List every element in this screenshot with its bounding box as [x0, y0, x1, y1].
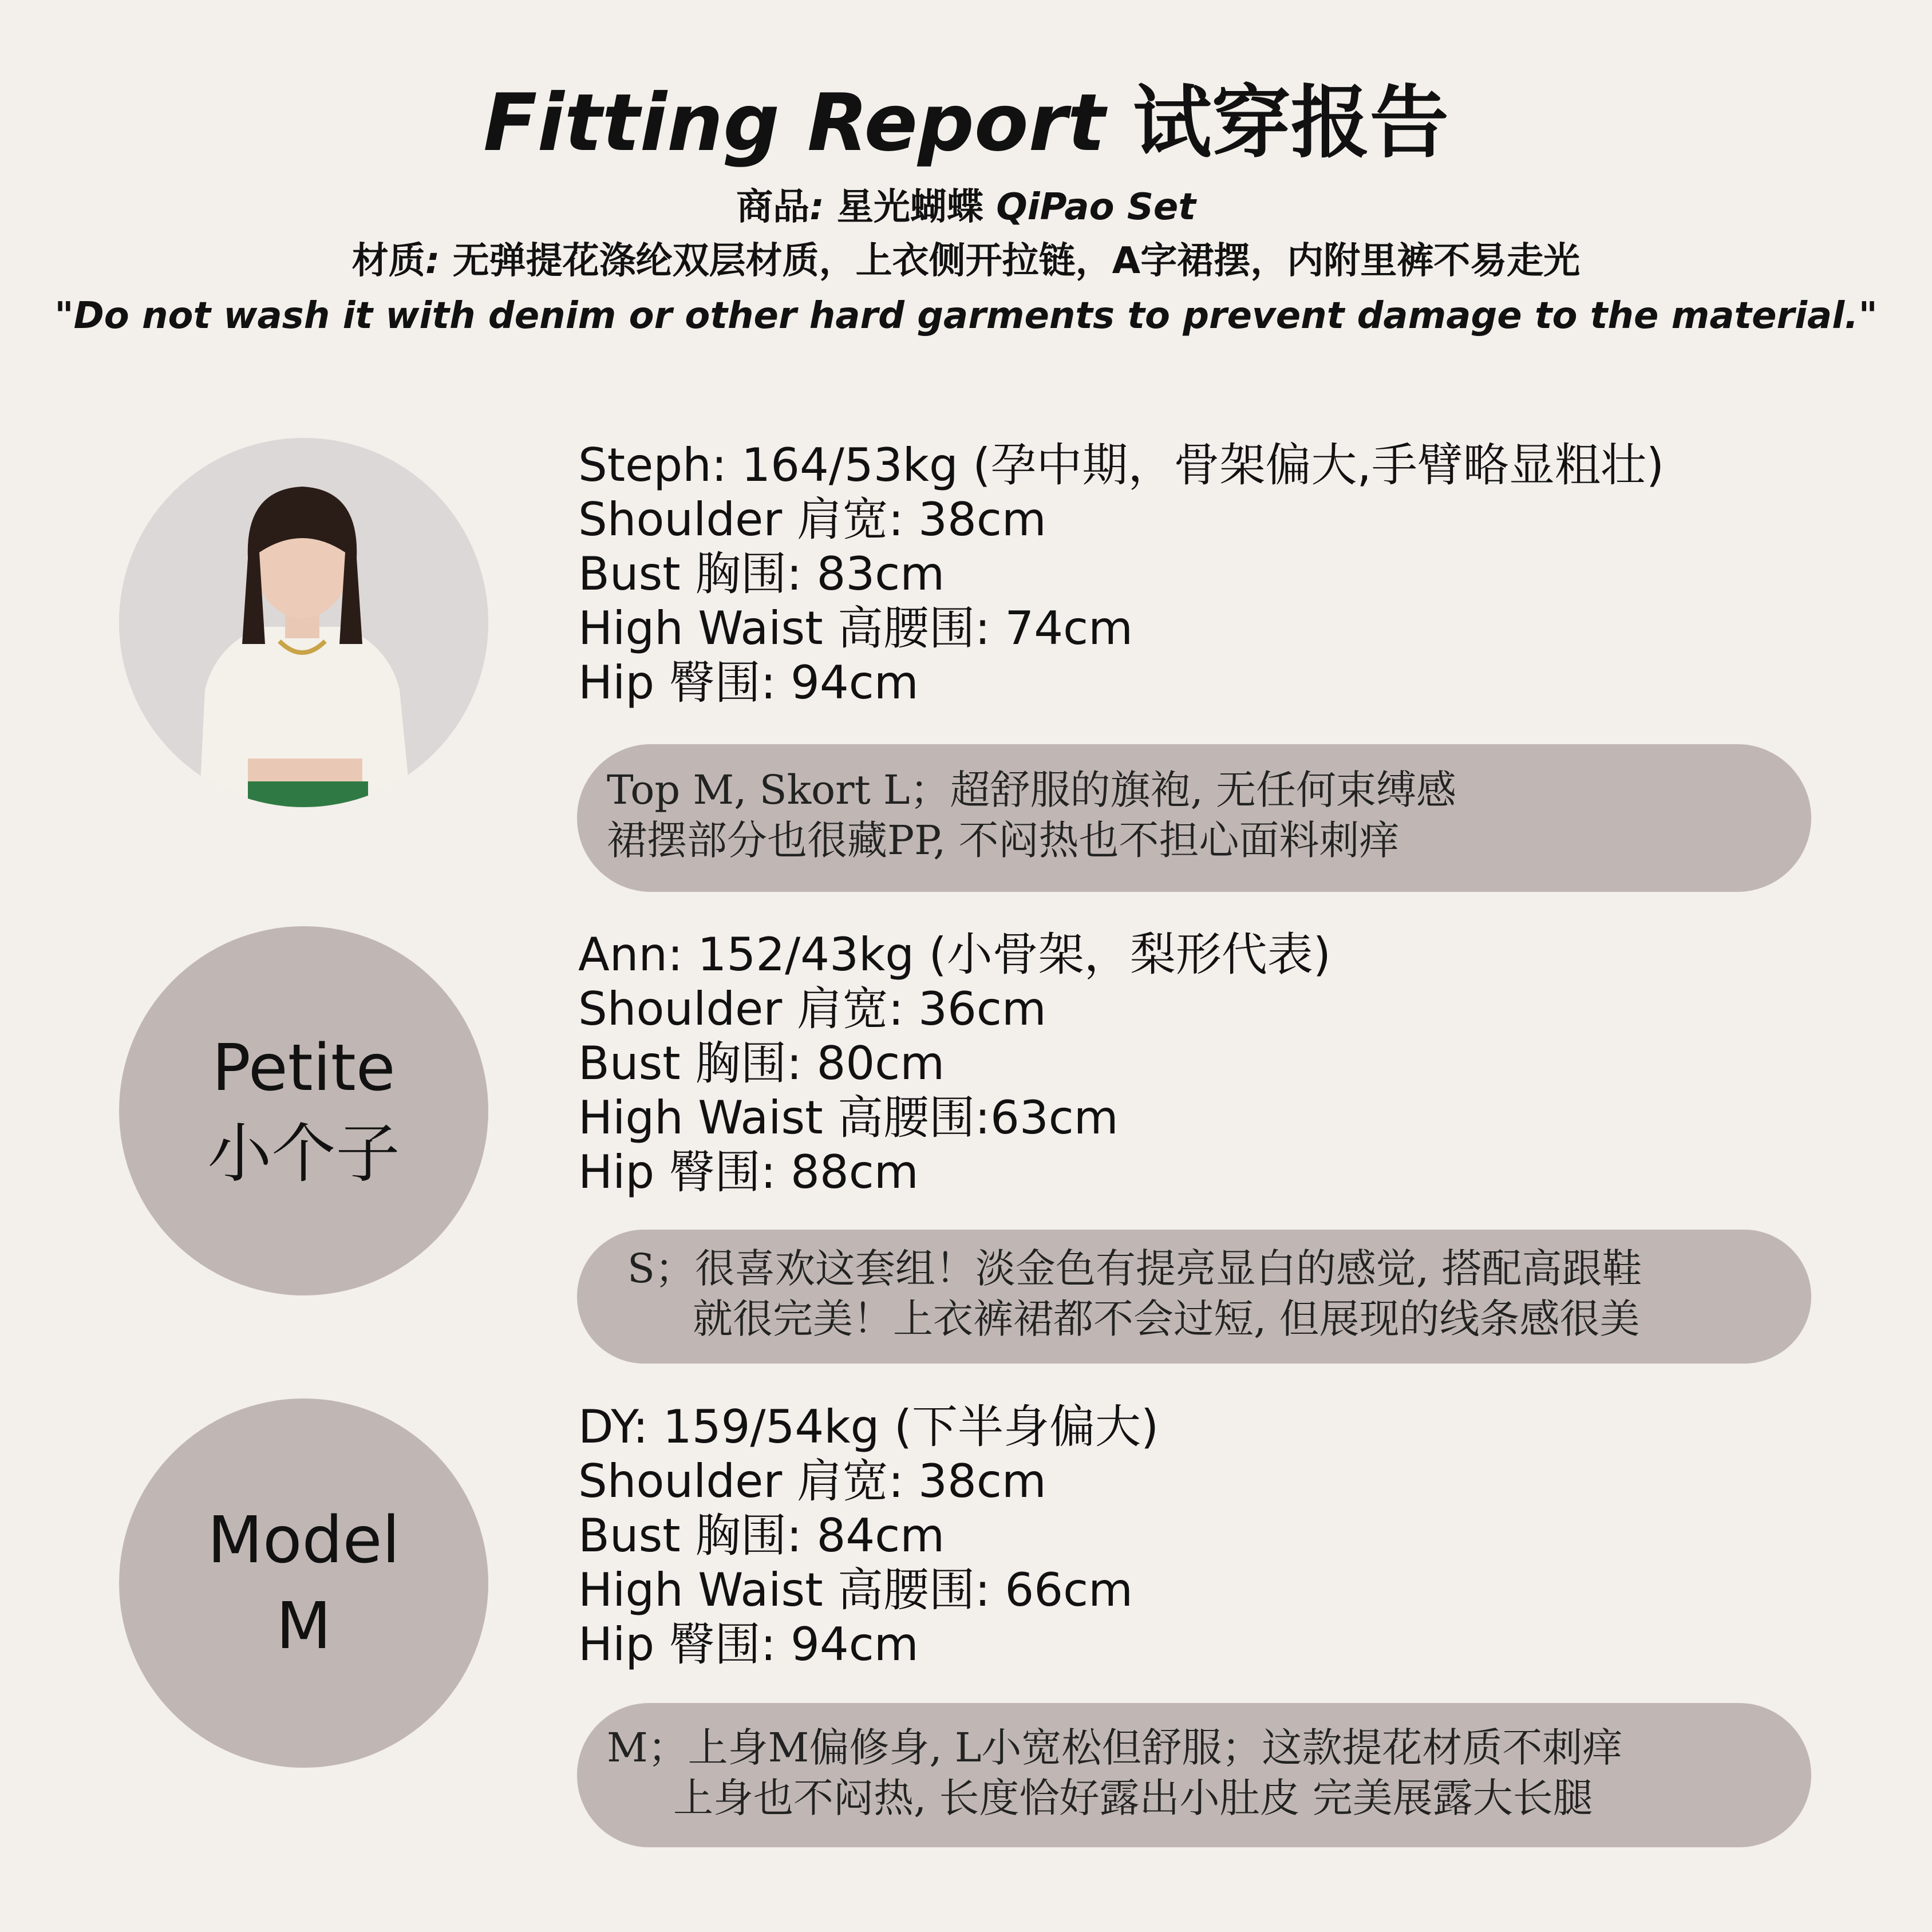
stat-hip: Hip 臀围: 94cm — [578, 1618, 919, 1671]
model-stats — [578, 438, 1664, 710]
size-badge — [119, 1398, 488, 1768]
stat-bust: Bust 胸围: 83cm — [578, 547, 945, 600]
stat-shoulder: Shoulder 肩宽: 38cm — [578, 493, 1046, 546]
size-badge — [119, 926, 488, 1295]
review-line: 上身也不闷热, 长度恰好露出小肚皮 完美展露大长腿 — [673, 1775, 1593, 1822]
woman-portrait-image — [119, 438, 488, 807]
title-latin: Fitting Report — [483, 77, 1105, 169]
stat-name-height-weight: Ann: 152/43kg (小骨架，梨形代表) — [578, 928, 1331, 981]
review-bubble — [577, 1703, 1811, 1847]
badge-label: 小个子 — [207, 1116, 400, 1191]
stat-name-height-weight: DY: 159/54kg (下半身偏大) — [578, 1400, 1159, 1453]
badge-label: Model — [207, 1503, 400, 1578]
stat-hip: Hip 臀围: 94cm — [578, 656, 919, 709]
care-note: "Do not wash it with denim or other hard garments to prevent damage to the material." — [54, 295, 1878, 337]
product-name-latin: QiPao Set — [996, 186, 1196, 228]
stat-bust: Bust 胸围: 80cm — [578, 1037, 945, 1090]
badge-label: M — [276, 1589, 331, 1664]
review-bubble — [577, 1230, 1811, 1364]
model-stats — [578, 1400, 1159, 1672]
title-chinese: 试穿报告 — [1132, 77, 1449, 169]
review-line: M；上身M偏修身, L小宽松但舒服；这款提花材质不刺痒 — [607, 1724, 1623, 1771]
material-text: 无弹提花涤纶双层材质，上衣侧开拉链，A字裙摆，内附里裤不易走光 — [452, 240, 1581, 282]
model-photo — [119, 438, 488, 807]
page-title — [0, 74, 1932, 172]
stat-high-waist: High Waist 高腰围: 74cm — [578, 602, 1133, 655]
review-line: Top M, Skort L；超舒服的旗袍, 无任何束缚感 — [607, 767, 1456, 813]
review-bubble — [577, 744, 1811, 892]
stat-high-waist: High Waist 高腰围: 66cm — [578, 1563, 1133, 1617]
badge-label: Petite — [212, 1030, 396, 1105]
product-line: 商品: 星光蝴蝶 QiPao Set — [736, 186, 1196, 228]
stat-shoulder: Shoulder 肩宽: 36cm — [578, 982, 1046, 1036]
review-line: 裙摆部分也很藏PP, 不闷热也不担心面料刺痒 — [607, 817, 1400, 864]
stat-bust: Bust 胸围: 84cm — [578, 1509, 945, 1562]
model-stats — [578, 927, 1331, 1199]
review-line: S；很喜欢这套组！淡金色有提亮显白的感觉, 搭配高跟鞋 — [627, 1245, 1642, 1292]
stat-shoulder: Shoulder 肩宽: 38cm — [578, 1455, 1046, 1508]
product-name-cn: 星光蝴蝶 — [836, 186, 983, 228]
review-line: 就很完美！上衣裤裙都不会过短, 但展现的线条感很美 — [693, 1295, 1640, 1342]
stat-name-height-weight: Steph: 164/53kg (孕中期，骨架偏大,手臂略显粗壮) — [578, 438, 1665, 492]
product-label: 商品 — [736, 186, 810, 228]
material-label: 材质 — [351, 240, 425, 282]
stat-hip: Hip 臀围: 88cm — [578, 1145, 919, 1199]
material-line: 材质: 无弹提花涤纶双层材质，上衣侧开拉链，A字裙摆，内附里裤不易走光 — [351, 240, 1581, 282]
stat-high-waist: High Waist 高腰围:63cm — [578, 1091, 1119, 1144]
